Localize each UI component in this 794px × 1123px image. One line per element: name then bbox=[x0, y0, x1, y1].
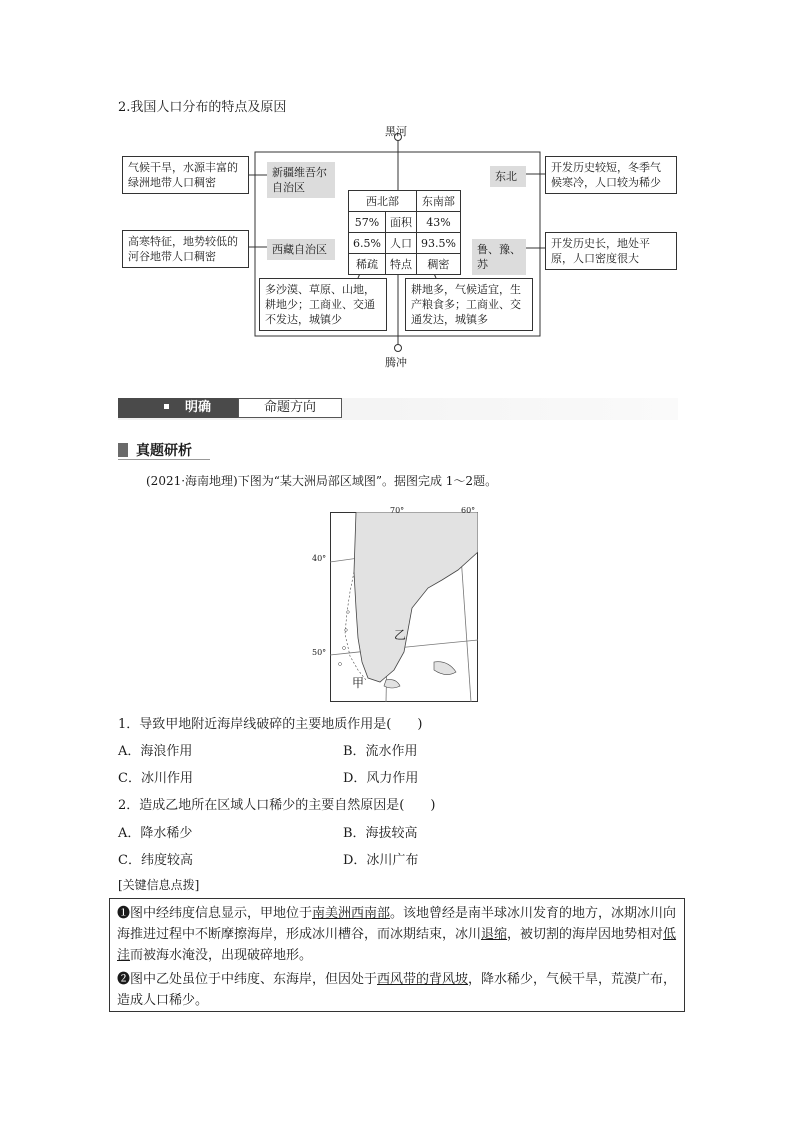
banner-tab1-label: 明确 bbox=[185, 400, 212, 415]
lat-label: 40° bbox=[312, 554, 327, 563]
subheading bbox=[118, 440, 192, 460]
bottom-city-label: 腾冲 bbox=[385, 356, 407, 369]
lon-label: 60° bbox=[461, 506, 476, 515]
point-yi-label: 乙 bbox=[394, 628, 407, 642]
banner-tab-secondary: 命题方向 bbox=[238, 398, 342, 418]
lat-label: 50° bbox=[312, 648, 327, 657]
heading-marker-icon bbox=[118, 443, 128, 457]
table-cell: 6.5% bbox=[349, 233, 386, 254]
subheading-text: 真题研析 bbox=[136, 443, 192, 459]
key-text: 。该地曾经是南半球冰川发育的地方，冰期冰川向海推进过程中不断摩擦海岸，形成冰川槽谷，而冰期结束，冰川 bbox=[117, 906, 677, 942]
west-reason-box: 多沙漠、草原、山地，耕地少；工商业、交通不发达，城镇少 bbox=[259, 278, 387, 331]
point-jia-label: 甲 bbox=[352, 676, 365, 690]
question-2-option-b: B．海拔较高 bbox=[343, 826, 418, 841]
key-underlined: 南美洲西南部 bbox=[312, 906, 391, 921]
banner-tab-primary bbox=[118, 398, 238, 418]
population-diagram bbox=[118, 120, 688, 370]
key-text: 而被海水淹没，出现破碎地形。 bbox=[130, 948, 313, 963]
question-1-stem: 1．导致甲地附近海岸线破碎的主要地质作用是( ) bbox=[118, 717, 423, 732]
question-1-option-a: A．海浪作用 bbox=[118, 744, 193, 759]
key-underlined: 退缩 bbox=[481, 927, 508, 942]
section-title: 2.我国人口分布的特点及原因 bbox=[118, 100, 287, 115]
east-reason-box: 耕地多，气候适宜，生产粮食多；工商业、交通发达，城镇多 bbox=[405, 278, 533, 331]
question-1-option-d: D．风力作用 bbox=[343, 771, 419, 786]
table-header: 东南部 bbox=[416, 191, 460, 212]
table-cell: 57% bbox=[349, 212, 386, 233]
key-text: ❶图中经纬度信息显示，甲地位于 bbox=[117, 906, 313, 921]
question-2-stem: 2．造成乙地所在区域人口稀少的主要自然原因是( ) bbox=[118, 798, 436, 813]
key-info-box bbox=[109, 898, 685, 1012]
question-1-option-b: B．流水作用 bbox=[343, 744, 418, 759]
key-paragraph-1 bbox=[117, 903, 677, 966]
table-cell: 特点 bbox=[385, 254, 416, 275]
table-cell: 93.5% bbox=[416, 233, 460, 254]
table-cell: 43% bbox=[416, 212, 460, 233]
left-note-1: 气候干旱，水源丰富的绿洲地带人口稠密 bbox=[122, 156, 249, 194]
region-map bbox=[312, 506, 478, 706]
key-paragraph-2 bbox=[117, 969, 677, 1011]
table-row bbox=[349, 254, 461, 275]
question-1-option-c: C．冰川作用 bbox=[118, 771, 193, 786]
question-intro: (2021·海南地理)下图为“某大洲局部区域图”。据图完成 1～2题。 bbox=[146, 474, 498, 488]
left-note-2: 高寒特征，地势较低的河谷地带人口稠密 bbox=[122, 230, 249, 268]
key-info-label: [关键信息点拨] bbox=[118, 878, 200, 892]
key-text: ，被切割的海岸因地势相对 bbox=[507, 927, 664, 942]
key-text: ❷图中乙处虽位于中纬度、东海岸，但因处于 bbox=[117, 972, 378, 987]
question-2-option-c: C．纬度较高 bbox=[118, 853, 193, 868]
region-lu-yu-su: 鲁、豫、苏 bbox=[472, 239, 526, 275]
table-header: 西北部 bbox=[349, 191, 417, 212]
lon-label: 70° bbox=[390, 506, 405, 515]
question-2-option-a: A．降水稀少 bbox=[118, 826, 193, 841]
comparison-table bbox=[348, 190, 461, 275]
subheading-underline bbox=[118, 459, 210, 460]
table-row bbox=[349, 212, 461, 233]
table-row bbox=[349, 233, 461, 254]
right-note-1: 开发历史较短，冬季气候寒冷，人口较为稀少 bbox=[545, 156, 677, 194]
table-cell: 面积 bbox=[385, 212, 416, 233]
region-tibet: 西藏自治区 bbox=[267, 239, 335, 260]
key-underlined: 西风带的背风坡 bbox=[377, 972, 469, 987]
table-cell: 稠密 bbox=[416, 254, 460, 275]
question-2-option-d: D．冰川广布 bbox=[343, 853, 419, 868]
region-northeast: 东北 bbox=[490, 166, 526, 187]
key-underlined: 低洼 bbox=[117, 927, 677, 963]
key-text: ，降水稀少，气候干旱，荒漠广布，造成人口稀少。 bbox=[117, 972, 677, 1008]
table-header-row bbox=[349, 191, 461, 212]
right-note-2: 开发历史长，地处平原，人口密度很大 bbox=[545, 232, 677, 270]
region-xinjiang: 新疆维吾尔自治区 bbox=[267, 162, 335, 198]
section-banner bbox=[118, 398, 678, 420]
top-city-label: 黑河 bbox=[385, 125, 407, 138]
square-bullet-icon bbox=[164, 404, 169, 409]
table-cell: 稀疏 bbox=[349, 254, 386, 275]
table-cell: 人口 bbox=[385, 233, 416, 254]
